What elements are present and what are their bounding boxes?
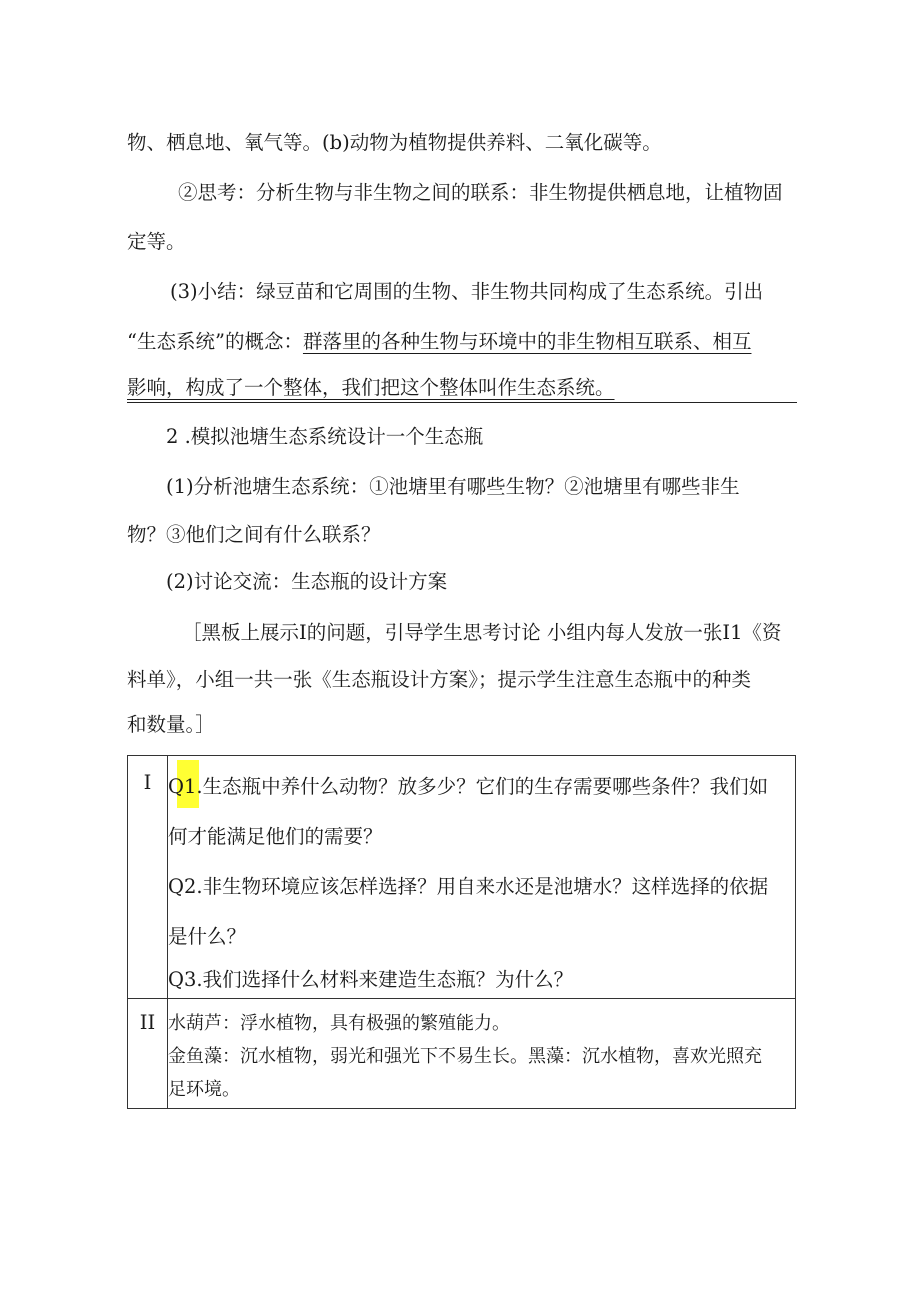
paragraph-line: 定等。 bbox=[127, 230, 186, 253]
question-line: Q1.生态瓶中养什么动物？放多少？它们的生存需要哪些条件？我们如 bbox=[168, 775, 769, 798]
material-line: 金鱼藻：沉水植物，弱光和强光下不易生长。黑藻：沉水植物，喜欢光照充 bbox=[168, 1046, 762, 1067]
paragraph-line: 和数量。］ bbox=[127, 713, 215, 736]
paragraph-line: 料单》，小组一共一张《生态瓶设计方案》；提示学生注意生态瓶中的种类 bbox=[127, 668, 752, 691]
question-line: Q2.非生物环境应该怎样选择？用自来水还是池塘水？这样选择的依据 bbox=[168, 875, 769, 898]
row-number: I bbox=[128, 756, 168, 999]
material-line: 足环境。 bbox=[168, 1079, 240, 1100]
paragraph-line: 物？③他们之间有什么联系？ bbox=[127, 523, 381, 546]
definition-underlined: 影响，构成了一个整体，我们把这个整体叫作生态系统。 bbox=[127, 376, 615, 399]
paragraph-line: (2)讨论交流：生态瓶的设计方案 bbox=[166, 570, 448, 593]
section-heading: 2 .模拟池塘生态系统设计一个生态瓶 bbox=[166, 425, 484, 448]
paragraph-line: (1)分析池塘生态系统：①池塘里有哪些生物？②池塘里有哪些非生 bbox=[166, 475, 740, 498]
horizontal-rule bbox=[127, 402, 797, 403]
question-line: 是什么？ bbox=[168, 925, 247, 948]
paragraph-line: ②思考：分析生物与非生物之间的联系：非生物提供栖息地，让植物固 bbox=[178, 181, 783, 204]
paragraph-line: ［黑板上展示I的问题，引导学生思考讨论 小组内每人发放一张I1《资 bbox=[182, 621, 782, 644]
question-line: 何才能满足他们的需要？ bbox=[168, 825, 383, 848]
material-line: 水葫芦：浮水植物，具有极强的繁殖能力。 bbox=[168, 1013, 510, 1034]
table-row bbox=[128, 999, 796, 1109]
definition-underlined: 群落里的各种生物与环境中的非生物相互联系、相互 bbox=[302, 330, 752, 353]
row-number: II bbox=[128, 999, 168, 1109]
questions-cell bbox=[168, 756, 796, 999]
paragraph-line: 物、栖息地、氧气等。(b)动物为植物提供养料、二氧化碳等。 bbox=[127, 131, 662, 154]
question-table bbox=[127, 755, 796, 1109]
materials-cell bbox=[168, 999, 796, 1109]
paragraph-line bbox=[127, 328, 751, 356]
question-line: Q3.我们选择什么材料来建造生态瓶？为什么？ bbox=[168, 968, 574, 991]
concept-label: “生态系统”的概念： bbox=[127, 330, 303, 353]
table-row bbox=[128, 756, 796, 999]
paragraph-line: (3)小结：绿豆苗和它周围的生物、非生物共同构成了生态系统。引出 bbox=[170, 280, 764, 303]
